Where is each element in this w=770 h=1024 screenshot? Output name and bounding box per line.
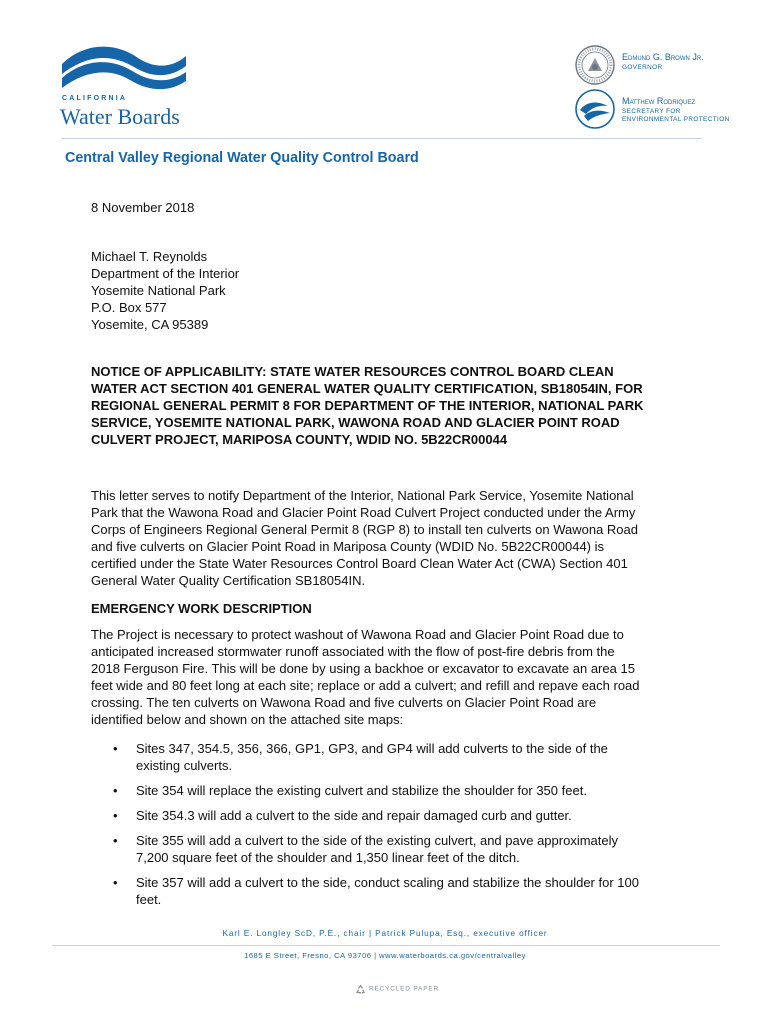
address-line: Department of the Interior bbox=[91, 266, 240, 281]
list-item-text bbox=[136, 832, 618, 866]
address-line: Yosemite, CA 95389 bbox=[91, 317, 209, 332]
list-item-line: Sites 347, 354.5, 356, 366, GP1, GP3, and GP4 will add culverts to the side of the bbox=[136, 741, 608, 756]
secretary-title bbox=[622, 108, 762, 124]
bullet-point: • bbox=[113, 741, 118, 756]
list-item-line: existing culverts. bbox=[136, 758, 233, 773]
section-heading: EMERGENCY WORK DESCRIPTION bbox=[91, 601, 312, 616]
logo-brand-name: Water Boards bbox=[60, 104, 180, 129]
recycled-paper-note bbox=[355, 984, 439, 994]
paragraph-line: Park that the Wawona Road and Glacier Point Road Culvert Project conducted under the Army bbox=[91, 505, 636, 520]
subject-heading bbox=[91, 363, 644, 448]
paragraph-line: General Water Quality Certification SB18054IN. bbox=[91, 573, 366, 588]
address-line: P.O. Box 577 bbox=[91, 300, 167, 315]
recipient-address bbox=[91, 248, 239, 333]
description-paragraph bbox=[91, 626, 640, 728]
footer-address: 1685 E Street, Fresno, CA 93706 | www.waterboards.ca.gov/centralvalley bbox=[244, 951, 526, 960]
list-item-text bbox=[136, 874, 639, 908]
address-line: Michael T. Reynolds bbox=[91, 249, 208, 264]
governor-title: GOVERNOR bbox=[622, 64, 663, 71]
california-state-seal-icon bbox=[574, 44, 616, 86]
letter-date: 8 November 2018 bbox=[91, 200, 195, 215]
subject-line: WATER ACT SECTION 401 GENERAL WATER QUALITY CERTIFICATION, SB18054IN, FOR bbox=[91, 381, 643, 396]
intro-paragraph bbox=[91, 487, 638, 589]
list-item-text bbox=[136, 807, 572, 824]
list-item-text bbox=[136, 782, 587, 799]
paragraph-line: anticipated increased stormwater runoff associated with the flow of post-fire debris from the bbox=[91, 644, 615, 659]
paragraph-line: identified below and shown on the attached site maps: bbox=[91, 712, 404, 727]
list-item-line: 7,200 square feet of the shoulder and 1,350 linear feet of the ditch. bbox=[136, 850, 520, 865]
footer-officers: Karl E. Longley ScD, P.E., chair | Patrick Pulupa, Esq., executive officer bbox=[222, 929, 548, 938]
list-item-line: Site 357 will add a culvert to the side, conduct scaling and stabilize the shoulder for 100 bbox=[136, 875, 639, 890]
secretary-title-line: SECRETARY FOR bbox=[622, 108, 681, 115]
recycled-paper-label: RECYCLED PAPER bbox=[369, 985, 439, 993]
governor-name: Edmund G. Brown Jr. bbox=[622, 52, 704, 62]
water-waves-logo-icon bbox=[60, 44, 190, 96]
bullet-point: • bbox=[113, 783, 118, 798]
board-name: Central Valley Regional Water Quality Control Board bbox=[65, 150, 419, 166]
subject-line: REGIONAL GENERAL PERMIT 8 FOR DEPARTMENT OF THE INTERIOR, NATIONAL PARK bbox=[91, 398, 644, 413]
bullet-point: • bbox=[113, 808, 118, 823]
paragraph-line: The Project is necessary to protect washout of Wawona Road and Glacier Point Road due to bbox=[91, 627, 624, 642]
paragraph-line: certified under the State Water Resources Control Board Clean Water Act (CWA) Section 401 bbox=[91, 556, 628, 571]
address-line: Yosemite National Park bbox=[91, 283, 226, 298]
subject-line: CULVERT PROJECT, MARIPOSA COUNTY, WDID NO. 5B22CR00044 bbox=[91, 432, 508, 447]
paragraph-line: feet wide and 80 feet long at each site; replace or add a culvert; and refill and repave each road bbox=[91, 678, 640, 693]
list-item-text bbox=[136, 740, 608, 774]
list-item-line: Site 355 will add a culvert to the side of the existing culvert, and pave approximately bbox=[136, 833, 618, 848]
paragraph-line: Corps of Engineers Regional General Permit 8 (RGP 8) to install ten culverts on Wawona Road bbox=[91, 522, 638, 537]
recycle-icon bbox=[355, 984, 366, 994]
secretary-name: Matthew Rodriquez bbox=[622, 96, 696, 106]
paragraph-line: This letter serves to notify Department of the Interior, National Park Service, Yosemite National bbox=[91, 488, 634, 503]
water-boards-logo bbox=[60, 44, 200, 128]
secretary-title-line: ENVIRONMENTAL PROTECTION bbox=[622, 116, 730, 123]
subject-line: NOTICE OF APPLICABILITY: STATE WATER RESOURCES CONTROL BOARD CLEAN bbox=[91, 364, 614, 379]
list-item-line: Site 354 will replace the existing culvert and stabilize the shoulder for 350 feet. bbox=[136, 783, 587, 798]
bullet-point: • bbox=[113, 833, 118, 848]
list-item-line: feet. bbox=[136, 892, 162, 907]
bullet-point: • bbox=[113, 875, 118, 890]
calepa-seal-icon bbox=[574, 88, 616, 130]
paragraph-line: 2018 Ferguson Fire. This will be done by using a backhoe or excavator to excavate an area 15 bbox=[91, 661, 635, 676]
logo-state-label: CALIFORNIA bbox=[62, 95, 128, 102]
subject-line: SERVICE, YOSEMITE NATIONAL PARK, WAWONA ROAD AND GLACIER POINT ROAD bbox=[91, 415, 620, 430]
footer-divider bbox=[52, 945, 720, 946]
list-item-line: Site 354.3 will add a culvert to the side and repair damaged curb and gutter. bbox=[136, 808, 572, 823]
paragraph-line: and five culverts on Glacier Point Road in Mariposa County (WDID No. 5B22CR00044) is bbox=[91, 539, 605, 554]
paragraph-line: crossing. The ten culverts on Wawona Road and five culverts on Glacier Point Road are bbox=[91, 695, 597, 710]
header-divider bbox=[62, 138, 702, 139]
